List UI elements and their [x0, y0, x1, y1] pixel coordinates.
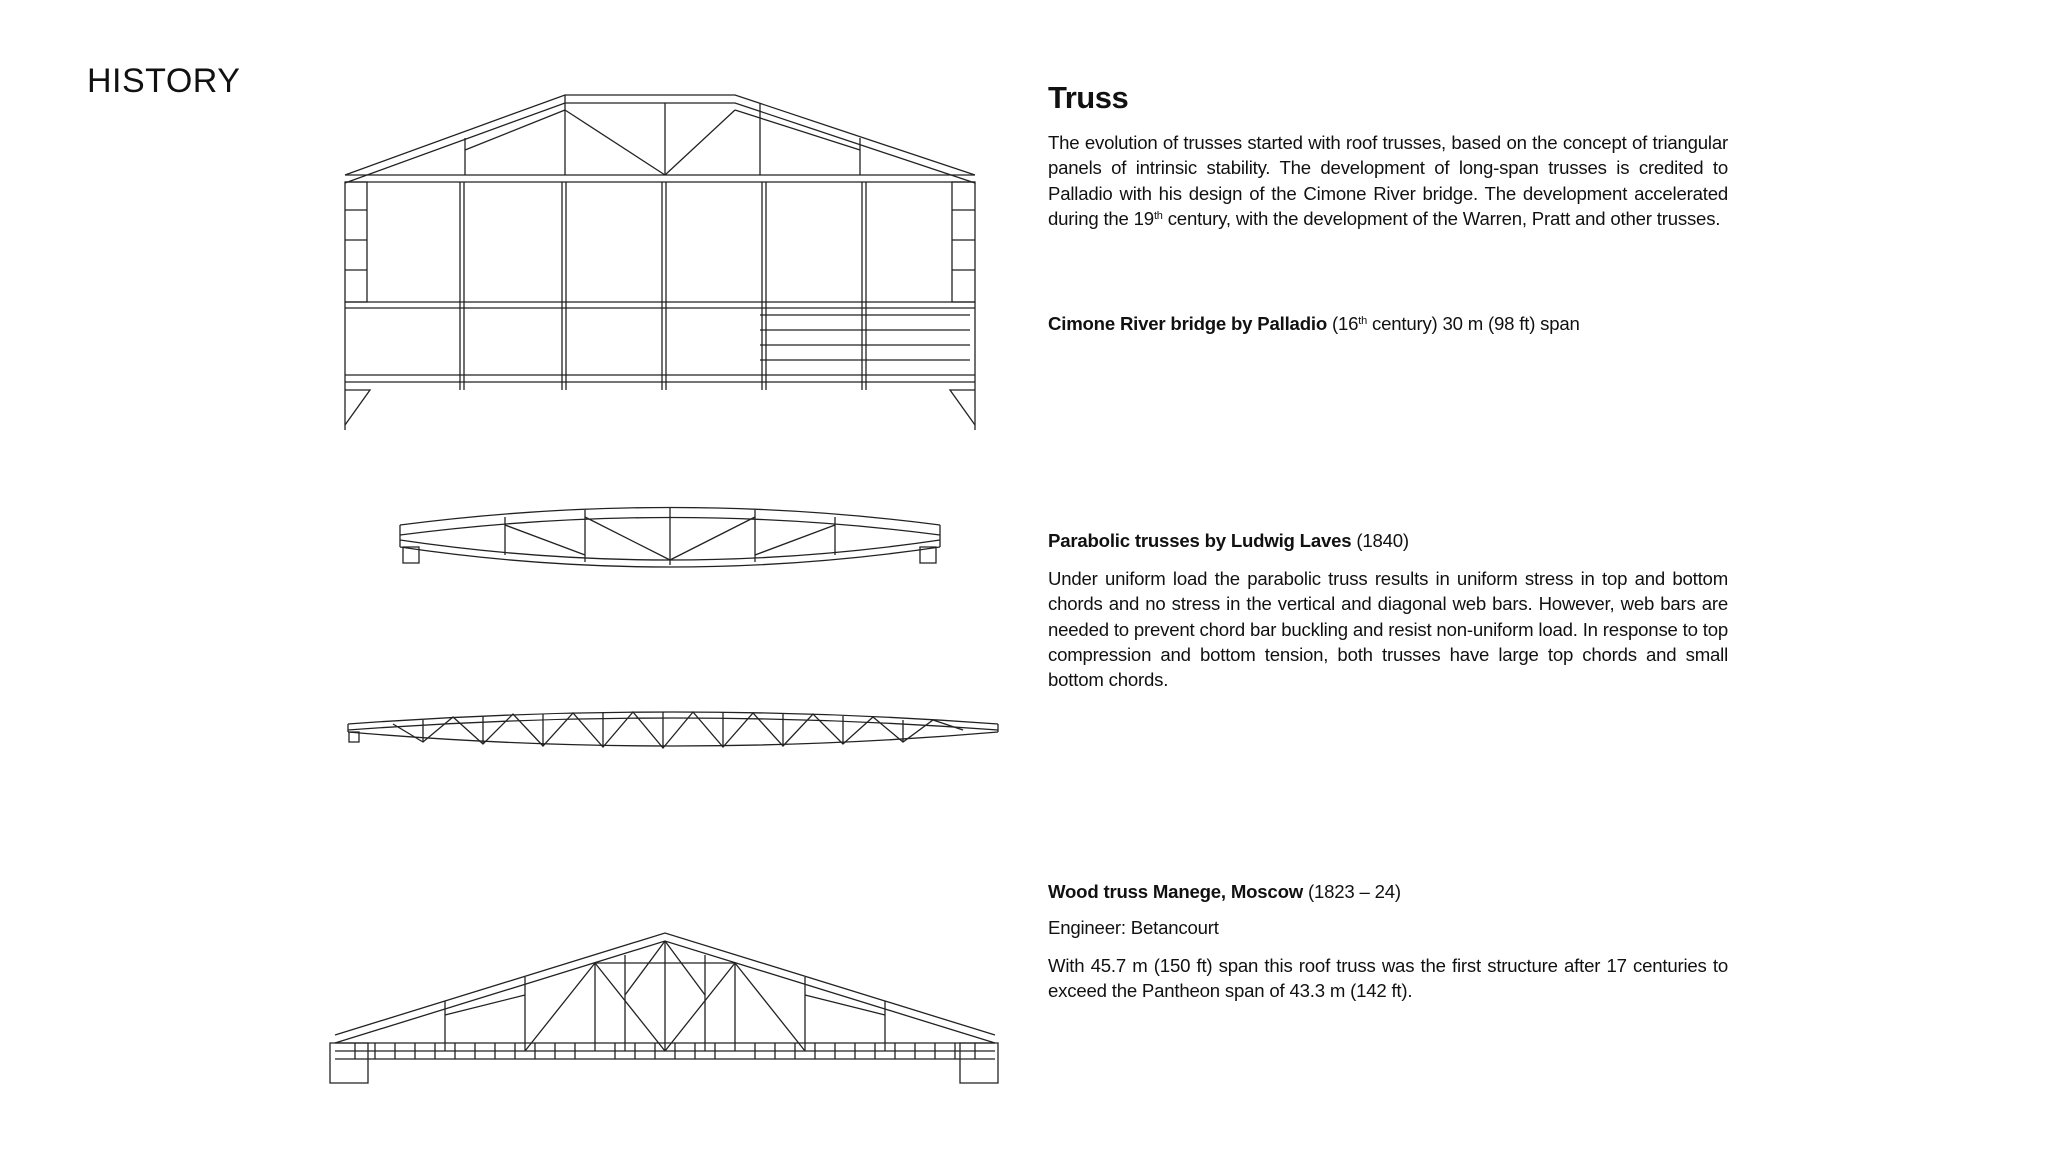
manege-caption — [1048, 881, 1728, 903]
manege-engineer: Engineer: Betancourt — [1048, 917, 1219, 938]
manege-caption-year: (1823 – 24) — [1303, 881, 1401, 902]
cimone-caption-sup: th — [1358, 315, 1368, 327]
parabolic-paragraph: Under uniform load the parabolic truss results in uniform stress in top and bottom chords and no stress in the vertical and diagonal web bars. However, web bars are needed to prevent chord bar buckling and resist non-uniform load. In response to top compression and bottom tension, both trusses have large top chords and small bottom chords. — [1048, 568, 1728, 691]
cimone-bridge-drawing — [340, 90, 980, 435]
manege-truss-drawing — [325, 925, 1005, 1090]
parabolic-caption-title: Parabolic trusses by Ludwig Laves — [1048, 530, 1352, 551]
parabolic-caption — [1048, 530, 1728, 552]
intro-text-end: century, with the development of the Warren, Pratt and other trusses. — [1162, 207, 1721, 229]
manege-paragraph: With 45.7 m (150 ft) span this roof truss was the first structure after 17 centuries to exceed the Pantheon span of 43.3 m (142 ft). — [1048, 955, 1728, 1002]
intro-text: The evolution of trusses started with roof trusses, based on the concept of triangular panels of intrinsic stability. The development of long-span trusses is credited to Palladio with his design of the Cimone River bridge. The development accelerated during the 19 — [1048, 132, 1728, 229]
parabolic-caption-year: (1840) — [1351, 530, 1409, 551]
cimone-caption-post: century) 30 m (98 ft) span — [1367, 313, 1580, 334]
cimone-caption-pre: (16 — [1326, 313, 1359, 334]
manege-caption-title: Wood truss Manege, Moscow — [1048, 881, 1303, 902]
cimone-caption-title: Cimone River bridge by Palladio — [1048, 313, 1327, 334]
page-title: Truss — [1048, 80, 1129, 115]
parabolic-truss-drawing-2 — [343, 702, 1003, 757]
parabolic-truss-drawing-1 — [395, 505, 950, 575]
section-label: HISTORY — [87, 62, 241, 100]
cimone-caption — [1048, 313, 1728, 335]
intro-superscript: th — [1153, 209, 1163, 222]
intro-paragraph — [1048, 130, 1728, 231]
